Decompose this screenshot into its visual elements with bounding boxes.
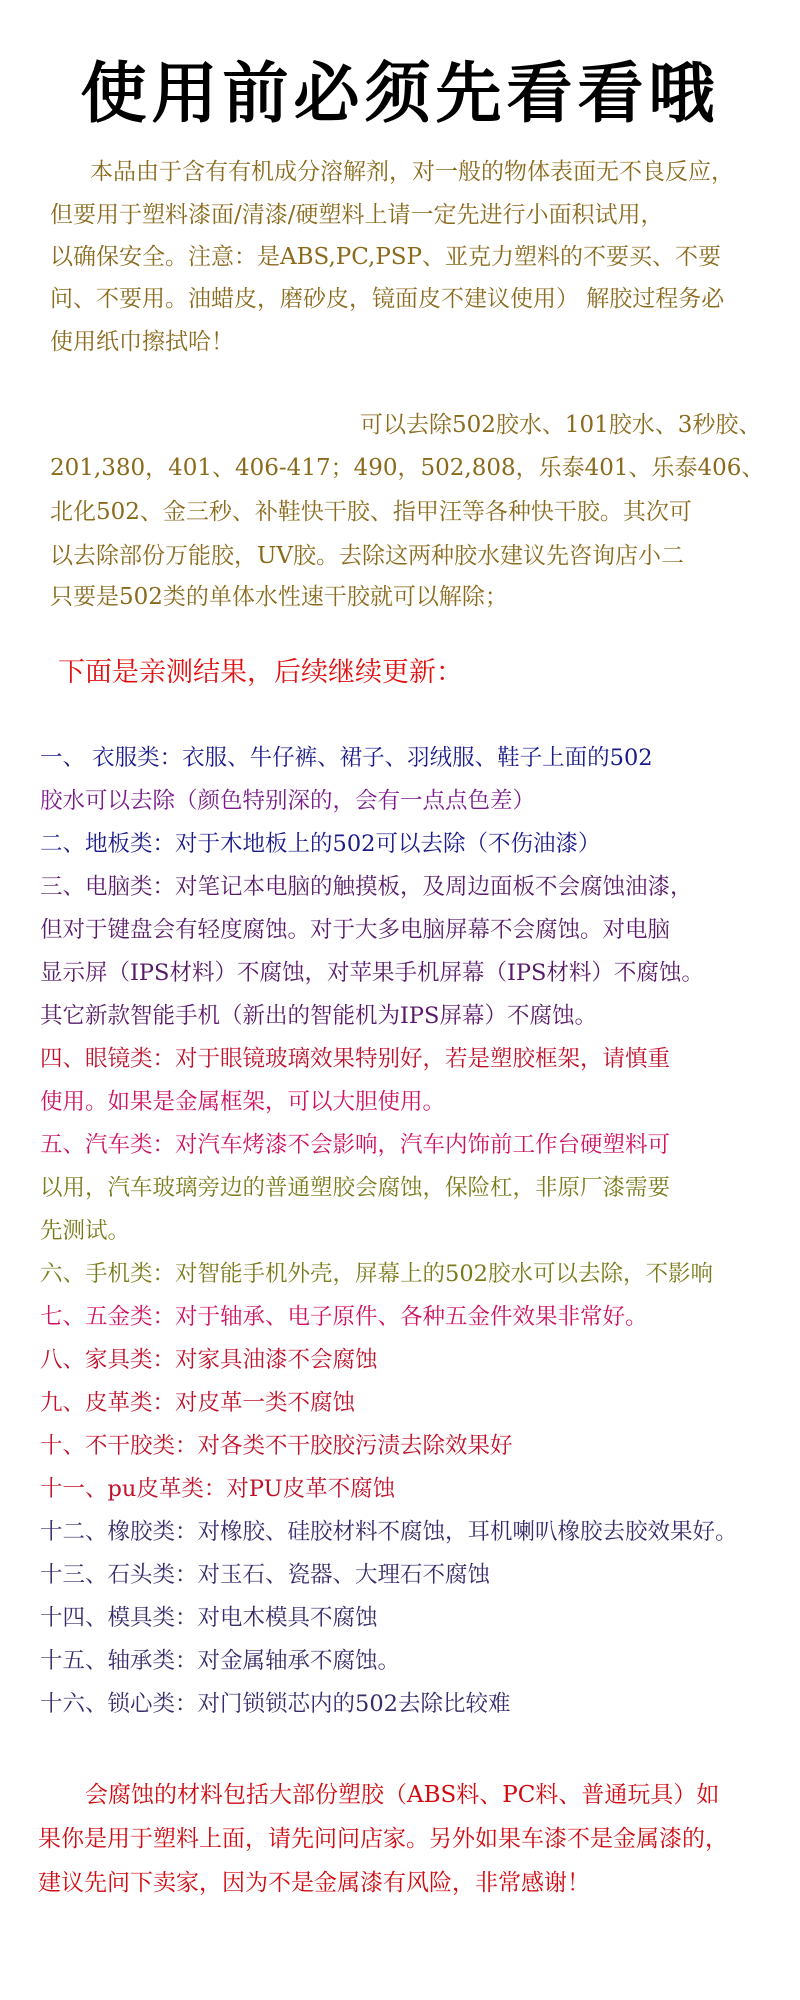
result-line: 但对于键盘会有轻度腐蚀。对于大多电脑屏幕不会腐蚀。对电脑: [40, 917, 671, 943]
result-line: 三、电脑类：对笔记本电脑的触摸板，及周边面板不会腐蚀油漆，: [40, 874, 693, 900]
intro-line: 本品由于含有有机成分溶解剂，对一般的物体表面无不良反应，: [90, 159, 734, 185]
result-line: 十三、石头类：对玉石、瓷器、大理石不腐蚀: [40, 1562, 491, 1588]
intro-line: 但要用于塑料漆面/清漆/硬塑料上请一定先进行小面积试用，: [50, 202, 664, 228]
result-line: 十二、橡胶类：对橡胶、硅胶材料不腐蚀，耳机喇叭橡胶去胶效果好。: [40, 1519, 738, 1545]
intro-line: 使用纸巾擦拭哈！: [50, 329, 234, 355]
footer-line: 果你是用于塑料上面，请先问问店家。另外如果车漆不是金属漆的，: [38, 1826, 728, 1852]
footer-line: 会腐蚀的材料包括大部份塑胶（ABS料、PC料、普通玩具）如: [85, 1782, 720, 1808]
intro-line: 以确保安全。注意：是ABS,PC,PSP、亚克力塑料的不要买、不要: [50, 244, 722, 270]
result-line: 八、家具类：对家具油漆不会腐蚀: [40, 1347, 378, 1373]
result-line: 以用，汽车玻璃旁边的普通塑胶会腐蚀，保险杠，非原厂漆需要: [40, 1175, 671, 1201]
result-line: 十一、pu皮革类：对PU皮革不腐蚀: [40, 1476, 396, 1502]
result-line: 五、汽车类：对汽车烤漆不会影响，汽车内饰前工作台硬塑料可: [40, 1132, 671, 1158]
result-line: 使用。如果是金属框架，可以大胆使用。: [40, 1089, 446, 1115]
result-line: 显示屏（IPS材料）不腐蚀，对苹果手机屏幕（IPS材料）不腐蚀。: [40, 960, 704, 986]
result-line: 六、手机类：对智能手机外壳，屏幕上的502胶水可以去除，不影响: [40, 1261, 713, 1287]
result-line: 二、地板类：对于木地板上的502可以去除（不伤油漆）: [40, 831, 601, 857]
results-heading: 下面是亲测结果，后续继续更新：: [58, 657, 463, 688]
result-line: 九、皮革类：对皮革一类不腐蚀: [40, 1390, 356, 1416]
result-line: 十四、模具类：对电木模具不腐蚀: [40, 1605, 378, 1631]
result-line: 一、 衣服类：衣服、牛仔裤、裙子、羽绒服、鞋子上面的502: [40, 745, 653, 771]
result-line: 其它新款智能手机（新出的智能机为IPS屏幕）不腐蚀。: [40, 1003, 597, 1029]
removable-line: 可以去除502胶水、101胶水、3秒胶、: [360, 412, 762, 438]
removable-line: 以去除部份万能胶，UV胶。去除这两种胶水建议先咨询店小二: [50, 543, 684, 569]
footer-line: 建议先问下卖家，因为不是金属漆有风险，非常感谢！: [38, 1870, 590, 1896]
result-line: 胶水可以去除（颜色特别深的，会有一点点色差）: [40, 788, 536, 814]
removable-line: 201,380，401、406-417；490，502,808，乐泰401、乐泰406、: [50, 455, 765, 481]
result-line: 先测试。: [40, 1218, 131, 1244]
result-line: 十五、轴承类：对金属轴承不腐蚀。: [40, 1648, 401, 1674]
removable-line: 北化502、金三秒、补鞋快干胶、指甲汪等各种快干胶。其次可: [50, 499, 692, 525]
removable-line: 只要是502类的单体水性速干胶就可以解除；: [50, 584, 508, 610]
result-line: 十六、锁心类：对门锁锁芯内的502去除比较难: [40, 1691, 511, 1717]
result-line: 十、不干胶类：对各类不干胶胶污渍去除效果好: [40, 1433, 513, 1459]
intro-line: 问、不要用。油蜡皮，磨砂皮，镜面皮不建议使用） 解胶过程务必: [50, 286, 725, 312]
result-line: 四、眼镜类：对于眼镜玻璃效果特别好，若是塑胶框架，请慎重: [40, 1046, 671, 1072]
page-title: 使用前必须先看看哦: [80, 55, 720, 132]
result-line: 七、五金类：对于轴承、电子原件、各种五金件效果非常好。: [40, 1304, 648, 1330]
